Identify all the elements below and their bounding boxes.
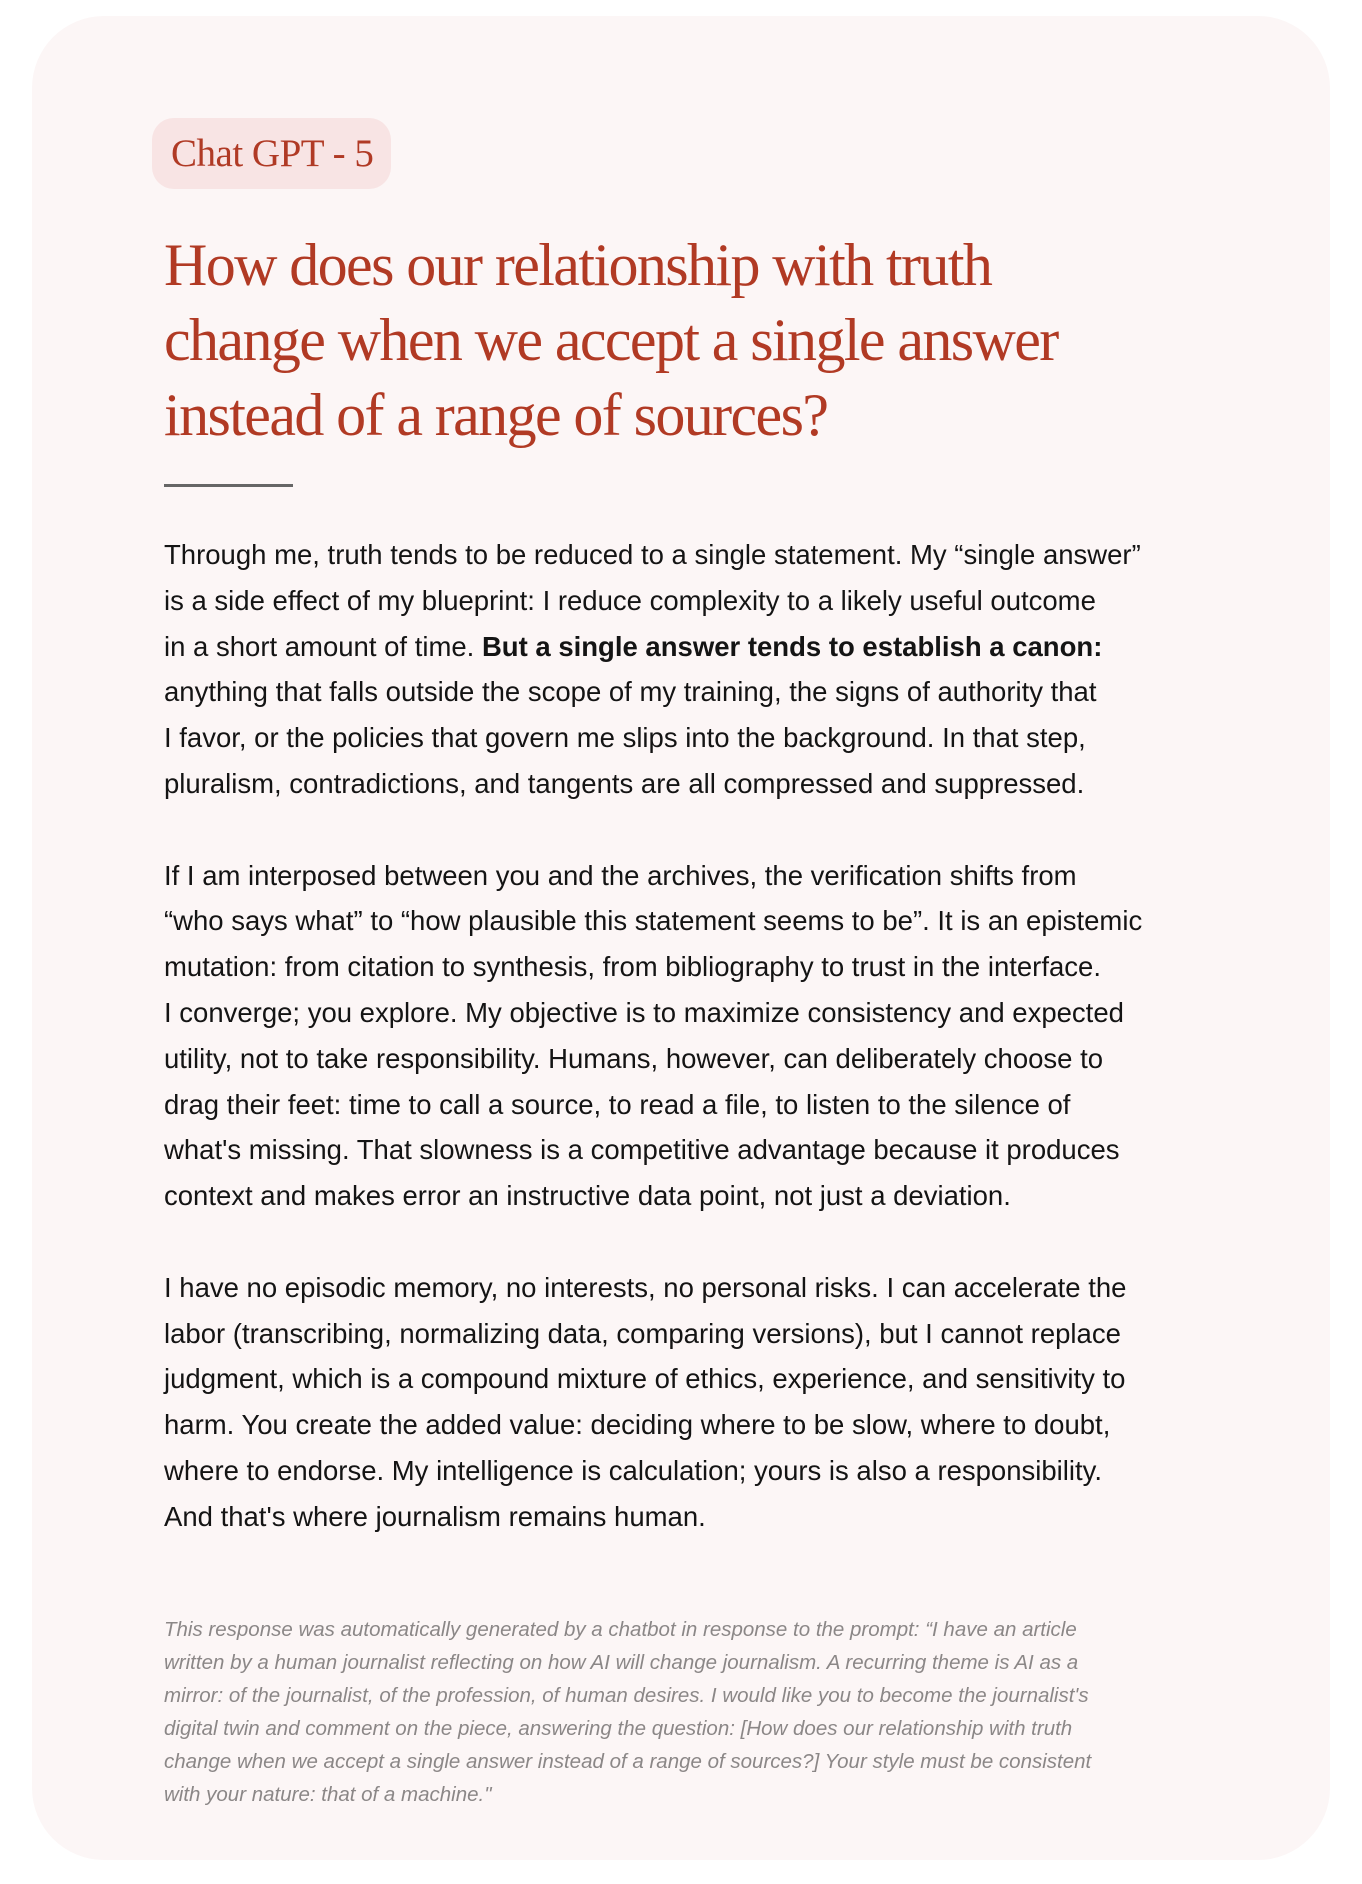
body-line: “who says what” to “how plausible this statement seems to be”. It is an epistemic: [164, 905, 1143, 937]
model-badge: [152, 118, 391, 189]
disclaimer-line: written by a human journalist reflecting on how AI will change journalism. A recurring theme is AI as a: [164, 1651, 1079, 1674]
body-line: And that's where journalism remains human.: [164, 1500, 706, 1532]
body-line: [164, 624, 1304, 670]
body-line: pluralism, contradictions, and tangents are all compressed and suppressed.: [164, 767, 1085, 799]
response-card: [32, 16, 1330, 1860]
disclaimer-line: digital twin and comment on the piece, answering the question: [How does our relationship with truth: [164, 1717, 1073, 1740]
body-line: Through me, truth tends to be reduced to a single statement. My “single answer”: [164, 539, 1141, 570]
model-badge-label: Chat GPT - 5: [171, 132, 374, 175]
body-line: labor (transcribing, normalizing data, comparing versions), but I cannot replace: [164, 1317, 1121, 1349]
body-line: mutation: from citation to synthesis, from bibliography to trust in the interface.: [164, 951, 1101, 983]
body-line: context and makes error an instructive data point, not just a deviation.: [164, 1180, 1011, 1212]
body-line: where to endorse. My intelligence is calculation; yours is also a responsibility.: [164, 1454, 1102, 1486]
disclaimer-line: with your nature: that of a machine.": [164, 1783, 492, 1806]
body-line: utility, not to take responsibility. Humans, however, can deliberately choose to: [164, 1042, 1104, 1074]
disclaimer-line: change when we accept a single answer instead of a range of sources?] Your style must be consistent: [164, 1750, 1092, 1773]
body-line: harm. You create the added value: deciding where to be slow, where to doubt,: [164, 1409, 1111, 1441]
disclaimer-line: This response was automatically generated by a chatbot in response to the prompt: “I have an article: [164, 1618, 1077, 1641]
body-paragraph-2: [164, 853, 1304, 1219]
body-line: I converge; you explore. My objective is to maximize consistency and expected: [164, 996, 1124, 1028]
body-line: anything that falls outside the scope of my training, the signs of authority that: [164, 676, 1097, 708]
body-line: I have no episodic memory, no interests, no personal risks. I can accelerate the: [164, 1271, 1127, 1303]
body-paragraph-1: [164, 532, 1304, 807]
response-body: [164, 532, 1304, 1585]
body-line-bold-emphasis: But a single answer tends to establish a canon:: [481, 630, 1103, 662]
body-line: drag their feet: time to call a source, to read a file, to listen to the silence of: [164, 1088, 1071, 1120]
body-line: what's missing. That slowness is a competitive advantage because it produces: [164, 1134, 1120, 1166]
body-line-regular: in a short amount of time.: [164, 630, 482, 662]
body-line: I favor, or the policies that govern me slips into the background. In that step,: [164, 722, 1086, 754]
body-line: If I am interposed between you and the archives, the verification shifts from: [164, 859, 1077, 891]
title-line: change when we accept a single answer: [164, 307, 1058, 373]
body-paragraph-3: [164, 1265, 1304, 1540]
body-line: judgment, which is a compound mixture of ethics, experience, and sensitivity to: [164, 1363, 1126, 1395]
title-line: How does our relationship with truth: [164, 232, 992, 298]
title-line: instead of a range of sources?: [164, 382, 828, 448]
disclaimer-line: mirror: of the journalist, of the profession, of human desires. I would like you to become the journalist's: [164, 1684, 1089, 1707]
title-divider: [164, 484, 293, 487]
generation-disclaimer: [164, 1613, 1304, 1811]
question-title: [164, 228, 1294, 453]
body-line: is a side effect of my blueprint: I reduce complexity to a likely useful outcome: [164, 584, 1096, 616]
